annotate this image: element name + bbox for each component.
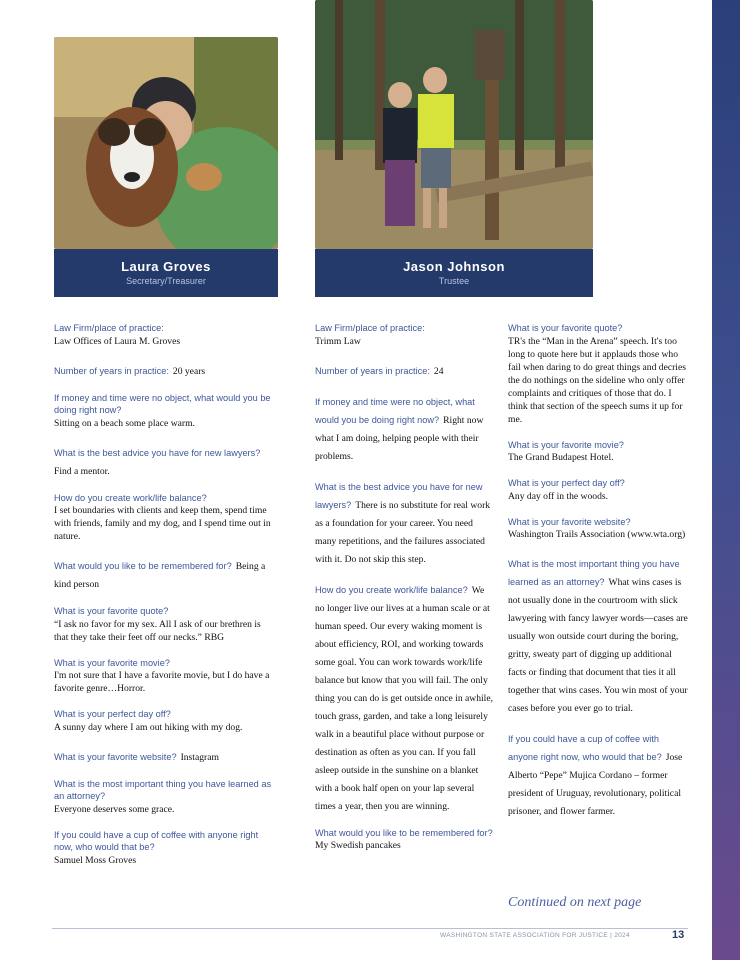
profile-name: Jason Johnson [403, 259, 505, 274]
question: What is the best advice you have for new lawyers? [315, 481, 483, 510]
laura-groves-photo [54, 37, 278, 249]
qa-item [315, 827, 495, 853]
question: Number of years in practice: [54, 365, 169, 376]
question: What is your perfect day off? [508, 478, 625, 488]
qa-item [54, 829, 276, 867]
answer: Law Offices of Laura M. Groves [54, 335, 181, 347]
answer: We no longer live our lives at a human scale or at human speed. Our every waking moment is about efficiency, ROI, and working towards some goal. You can work towards work/life balance but know that you will fail. The only thing you can do is get outside once in awhile, touch grass, garden, and take a long leisurely walk in a beautiful place without purpose or destination as often as you can. If you fall asleep outside in the sunshine on a blanket with a book half open on your lap several times a year, then you are winning. [315, 584, 493, 812]
qa-item [54, 605, 276, 644]
question: What is your favorite movie? [508, 439, 624, 450]
qa-item [508, 554, 688, 716]
answer: TR's the “Man in the Arena” speech. It's too long to quote here but it applauds those who fail when daring to do great things and decries the do nothings on the sideline who only offer complaints and critiques of those that do. I think that section of the speech sums it up for me. [508, 335, 686, 425]
question: What is your favorite website? [508, 516, 631, 527]
question: What is the most important thing you have learned as an attorney? [54, 778, 272, 801]
answer: Trimm Law [315, 335, 361, 347]
question: What would you like to be remembered for? [315, 827, 493, 838]
profile-role: Secretary/Treasurer [126, 276, 206, 286]
question: What would you like to be remembered for? [54, 561, 232, 571]
qa-item [315, 580, 495, 814]
answer: “I ask no favor for my sex. All I ask of our brethren is that they take their feet off our necks.” RBG [54, 618, 261, 643]
qa-item [54, 556, 276, 592]
question: If money and time were no object, what would you be doing right now? [54, 392, 271, 415]
question: Law Firm/place of practice: [54, 323, 164, 333]
answer: Instagram [180, 751, 219, 763]
qa-item [54, 392, 276, 430]
answer: I set boundaries with clients and keep them, spend time with friends, family and my dog, and I spend time out in nature. [54, 505, 271, 542]
answer: The Grand Budapest Hotel. [508, 452, 614, 463]
question: What is your favorite website? [54, 751, 177, 762]
jason-johnson-qa-column-2 [508, 322, 688, 832]
question: What is your perfect day off? [54, 709, 171, 719]
footer-text: WASHINGTON STATE ASSOCIATION FOR JUSTICE | 2024 [440, 932, 630, 939]
qa-item [54, 322, 276, 348]
answer: A sunny day where I am out hiking with my dog. [54, 721, 243, 733]
answer: Washington Trails Association (www.wta.org) [508, 529, 686, 540]
question: What is the best advice you have for new lawyers? [54, 447, 261, 458]
question: What is your favorite quote? [508, 323, 623, 333]
jason-johnson-photo [315, 0, 593, 249]
answer: Any day off in the woods. [508, 490, 609, 502]
question: If you could have a cup of coffee with anyone right now, who would that be? [508, 734, 662, 762]
answer: Find a mentor. [54, 465, 110, 477]
qa-item [54, 492, 276, 544]
page-edge-bar [712, 0, 740, 960]
question: What is the most important thing you have learned as an attorney? [508, 559, 680, 587]
qa-item [315, 361, 495, 379]
question: Law Firm/place of practice: [315, 323, 425, 333]
qa-item [315, 322, 495, 348]
profile-role: Trustee [438, 276, 470, 286]
qa-item [54, 361, 276, 379]
qa-item [508, 729, 688, 819]
answer: I'm not sure that I have a favorite movie, but I do have a favorite genre…Horror. [54, 670, 270, 694]
jason-johnson-qa-column-1 [315, 322, 495, 865]
answer: Right now what I am doing, helping people with their problems. [315, 414, 484, 462]
qa-item [54, 443, 276, 479]
laura-groves-caption [54, 249, 278, 297]
qa-item [54, 708, 276, 734]
qa-item [508, 477, 688, 503]
question: If money and time were no object, what would you be doing right now? [315, 396, 475, 425]
question: Number of years in practice: [315, 365, 430, 376]
answer: What wins cases is not usually done in the courtroom with slick lawyering with fancy lawyer words—cases are usually won outside court during the boring, gritty, sweaty part of digging up additional facts or finding that document that ties it all together that wins cases. You win most of your cases before you ever go to trial. [508, 577, 688, 714]
question: How do you create work/life balance? [54, 492, 207, 503]
answer: Samuel Moss Groves [54, 854, 137, 866]
question: If you could have a cup of coffee with anyone right now, who would that be? [54, 829, 259, 852]
answer: Everyone deserves some grace. [54, 803, 175, 815]
footer-divider [52, 928, 688, 929]
answer: There is no substitute for real work as a foundation for your career. You need many repetitions, and the failures associated with it. Do not skip this step. [315, 499, 491, 565]
jason-johnson-caption [315, 249, 593, 297]
qa-item [315, 477, 495, 567]
page-number: 13 [672, 929, 685, 941]
answer: Being a kind person [54, 561, 266, 590]
question: What is your favorite quote? [54, 606, 169, 616]
answer: Jose Alberto “Pepe” Mujica Cordano – former president of Uruguay, revolutionary, political prisoner, and flower farmer. [508, 752, 683, 817]
qa-item [54, 778, 276, 816]
qa-item [54, 657, 276, 696]
question: How do you create work/life balance? [315, 584, 468, 595]
qa-item [315, 392, 495, 464]
answer: My Swedish pancakes [315, 840, 401, 851]
profile-name: Laura Groves [121, 259, 211, 274]
answer: 24 [433, 365, 444, 377]
answer: Sitting on a beach some place warm. [54, 417, 195, 429]
laura-groves-qa-column [54, 322, 276, 880]
qa-item [508, 322, 688, 426]
continued-on-next-page: Continued on next page [508, 895, 642, 910]
answer: 20 years [172, 365, 206, 377]
qa-item [508, 439, 688, 465]
qa-item [54, 747, 276, 765]
question: What is your favorite movie? [54, 657, 170, 668]
qa-item [508, 516, 688, 542]
